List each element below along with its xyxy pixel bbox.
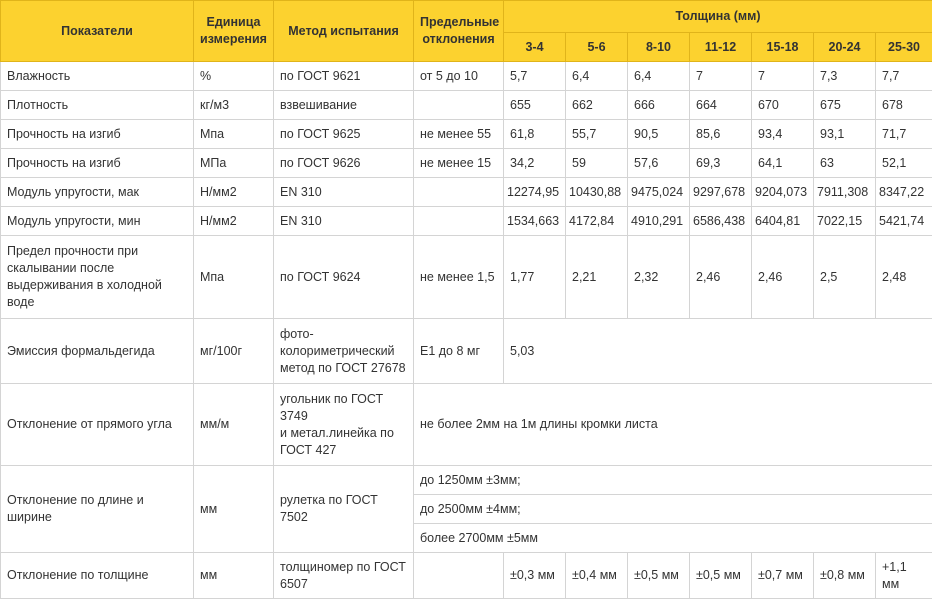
row-method: EN 310 (274, 178, 414, 207)
header-unit: Единица измерения (194, 1, 274, 62)
cell-value: ±0,7 мм (752, 553, 814, 599)
row-unit: Мпа (194, 120, 274, 149)
cell-value: ±0,4 мм (566, 553, 628, 599)
thickness-15-18: 15-18 (752, 33, 814, 62)
thickness-11-12: 11-12 (690, 33, 752, 62)
row-tolerance: не менее 55 (414, 120, 504, 149)
thickness-20-24: 20-24 (814, 33, 876, 62)
row-name: Плотность (1, 91, 194, 120)
table-row (1, 384, 932, 466)
cell-value: 7 (690, 62, 752, 91)
cell-value: 57,6 (628, 149, 690, 178)
cell-value: 9204,073 (752, 178, 814, 207)
cell-value: 2,48 (876, 236, 932, 319)
cell-value: 4172,84 (566, 207, 628, 236)
cell-value: 7,7 (876, 62, 932, 91)
cell-value: 5,7 (504, 62, 566, 91)
cell-value: ±0,5 мм (690, 553, 752, 599)
row-name: Прочность на изгиб (1, 149, 194, 178)
row-tolerance: не менее 1,5 (414, 236, 504, 319)
cell-value: 10430,88 (566, 178, 628, 207)
cell-value: 7911,308 (814, 178, 876, 207)
cell-value: ±0,8 мм (814, 553, 876, 599)
cell-value: ±0,3 мм (504, 553, 566, 599)
cell-value: 2,32 (628, 236, 690, 319)
thickness-8-10: 8-10 (628, 33, 690, 62)
row-name: Модуль упругости, мин (1, 207, 194, 236)
row-unit: Мпа (194, 236, 274, 319)
cell-value: 678 (876, 91, 932, 120)
method-line: угольник по ГОСТ 3749 (280, 391, 384, 423)
row-unit: кг/м3 (194, 91, 274, 120)
row-method: по ГОСТ 9621 (274, 62, 414, 91)
row-tolerance: от 5 до 10 (414, 62, 504, 91)
cell-value: 2,46 (752, 236, 814, 319)
row-name: Предел прочности при скалывании после выдерживания в холодной воде (1, 236, 194, 319)
row-method: EN 310 (274, 207, 414, 236)
row-tolerance: не менее 15 (414, 149, 504, 178)
row-tolerance (414, 178, 504, 207)
cell-value: до 1250мм ±3мм; (414, 466, 932, 495)
method-line: и метал.линейка по ГОСТ 427 (280, 425, 394, 457)
cell-value: 4910,291 (628, 207, 690, 236)
header-indicator: Показатели (1, 1, 194, 62)
row-unit: МПа (194, 149, 274, 178)
table-row (1, 553, 932, 599)
cell-value: более 2700мм ±5мм (414, 524, 932, 553)
cell-value: 55,7 (566, 120, 628, 149)
row-name: Влажность (1, 62, 194, 91)
row-tolerance (414, 553, 504, 599)
cell-value: 2,21 (566, 236, 628, 319)
row-name: Модуль упругости, мак (1, 178, 194, 207)
row-tolerance: Е1 до 8 мг (414, 319, 504, 384)
cell-value: 675 (814, 91, 876, 120)
cell-value: не более 2мм на 1м длины кромки листа (414, 384, 932, 466)
cell-value: 64,1 (752, 149, 814, 178)
row-tolerance (414, 91, 504, 120)
cell-value: 5421,74 (876, 207, 932, 236)
table-row (1, 178, 932, 207)
cell-value: 9475,024 (628, 178, 690, 207)
row-method: по ГОСТ 9625 (274, 120, 414, 149)
cell-value: 655 (504, 91, 566, 120)
row-tolerance (414, 207, 504, 236)
cell-value: 69,3 (690, 149, 752, 178)
cell-value: 5,03 (504, 319, 932, 384)
row-unit: % (194, 62, 274, 91)
cell-value: 6,4 (566, 62, 628, 91)
row-method: рулетка по ГОСТ 7502 (274, 466, 414, 553)
row-unit: мм (194, 553, 274, 599)
row-method (274, 384, 414, 466)
cell-value: 61,8 (504, 120, 566, 149)
cell-value: 52,1 (876, 149, 932, 178)
cell-value: 6586,438 (690, 207, 752, 236)
row-method: фото-колориметрический метод по ГОСТ 27678 (274, 319, 414, 384)
table-row (1, 91, 932, 120)
cell-value: ±0,5 мм (628, 553, 690, 599)
header-method: Метод испытания (274, 1, 414, 62)
cell-value: до 2500мм ±4мм; (414, 495, 932, 524)
row-method: толщиномер по ГОСТ 6507 (274, 553, 414, 599)
cell-value: 6404,81 (752, 207, 814, 236)
cell-value: 664 (690, 91, 752, 120)
cell-value: 670 (752, 91, 814, 120)
row-unit: мм (194, 466, 274, 553)
cell-value: 1,77 (504, 236, 566, 319)
cell-value: 34,2 (504, 149, 566, 178)
cell-value: 93,4 (752, 120, 814, 149)
row-method: по ГОСТ 9626 (274, 149, 414, 178)
row-method: по ГОСТ 9624 (274, 236, 414, 319)
cell-value: 666 (628, 91, 690, 120)
cell-value: 6,4 (628, 62, 690, 91)
row-name: Эмиссия формальдегида (1, 319, 194, 384)
cell-value: 63 (814, 149, 876, 178)
cell-value: 7022,15 (814, 207, 876, 236)
header-thickness: Толщина (мм) (504, 1, 932, 33)
cell-value: 9297,678 (690, 178, 752, 207)
row-name: Прочность на изгиб (1, 120, 194, 149)
thickness-3-4: 3-4 (504, 33, 566, 62)
cell-value: 2,46 (690, 236, 752, 319)
thickness-25-30: 25-30 (876, 33, 932, 62)
cell-value: 1534,663 (504, 207, 566, 236)
cell-value: 8347,22 (876, 178, 932, 207)
header-tolerance: Предельные отклонения (414, 1, 504, 62)
table-row (1, 120, 932, 149)
row-name: Отклонение по длине и ширине (1, 466, 194, 553)
row-unit: Н/мм2 (194, 207, 274, 236)
cell-value: 12274,95 (504, 178, 566, 207)
row-name: Отклонение по толщине (1, 553, 194, 599)
table-row (1, 236, 932, 319)
row-unit: мг/100г (194, 319, 274, 384)
cell-value: 71,7 (876, 120, 932, 149)
table-row (1, 62, 932, 91)
cell-value: 662 (566, 91, 628, 120)
table-row (1, 207, 932, 236)
cell-value: 59 (566, 149, 628, 178)
cell-value: +1,1 мм (876, 553, 932, 599)
row-method: взвешивание (274, 91, 414, 120)
cell-value: 90,5 (628, 120, 690, 149)
cell-value: 2,5 (814, 236, 876, 319)
cell-value: 7 (752, 62, 814, 91)
cell-value: 93,1 (814, 120, 876, 149)
cell-value: 85,6 (690, 120, 752, 149)
row-unit: Н/мм2 (194, 178, 274, 207)
table-row (1, 466, 932, 495)
row-name: Отклонение от прямого угла (1, 384, 194, 466)
table-row (1, 149, 932, 178)
thickness-5-6: 5-6 (566, 33, 628, 62)
cell-value: 7,3 (814, 62, 876, 91)
table-row (1, 319, 932, 384)
row-unit: мм/м (194, 384, 274, 466)
